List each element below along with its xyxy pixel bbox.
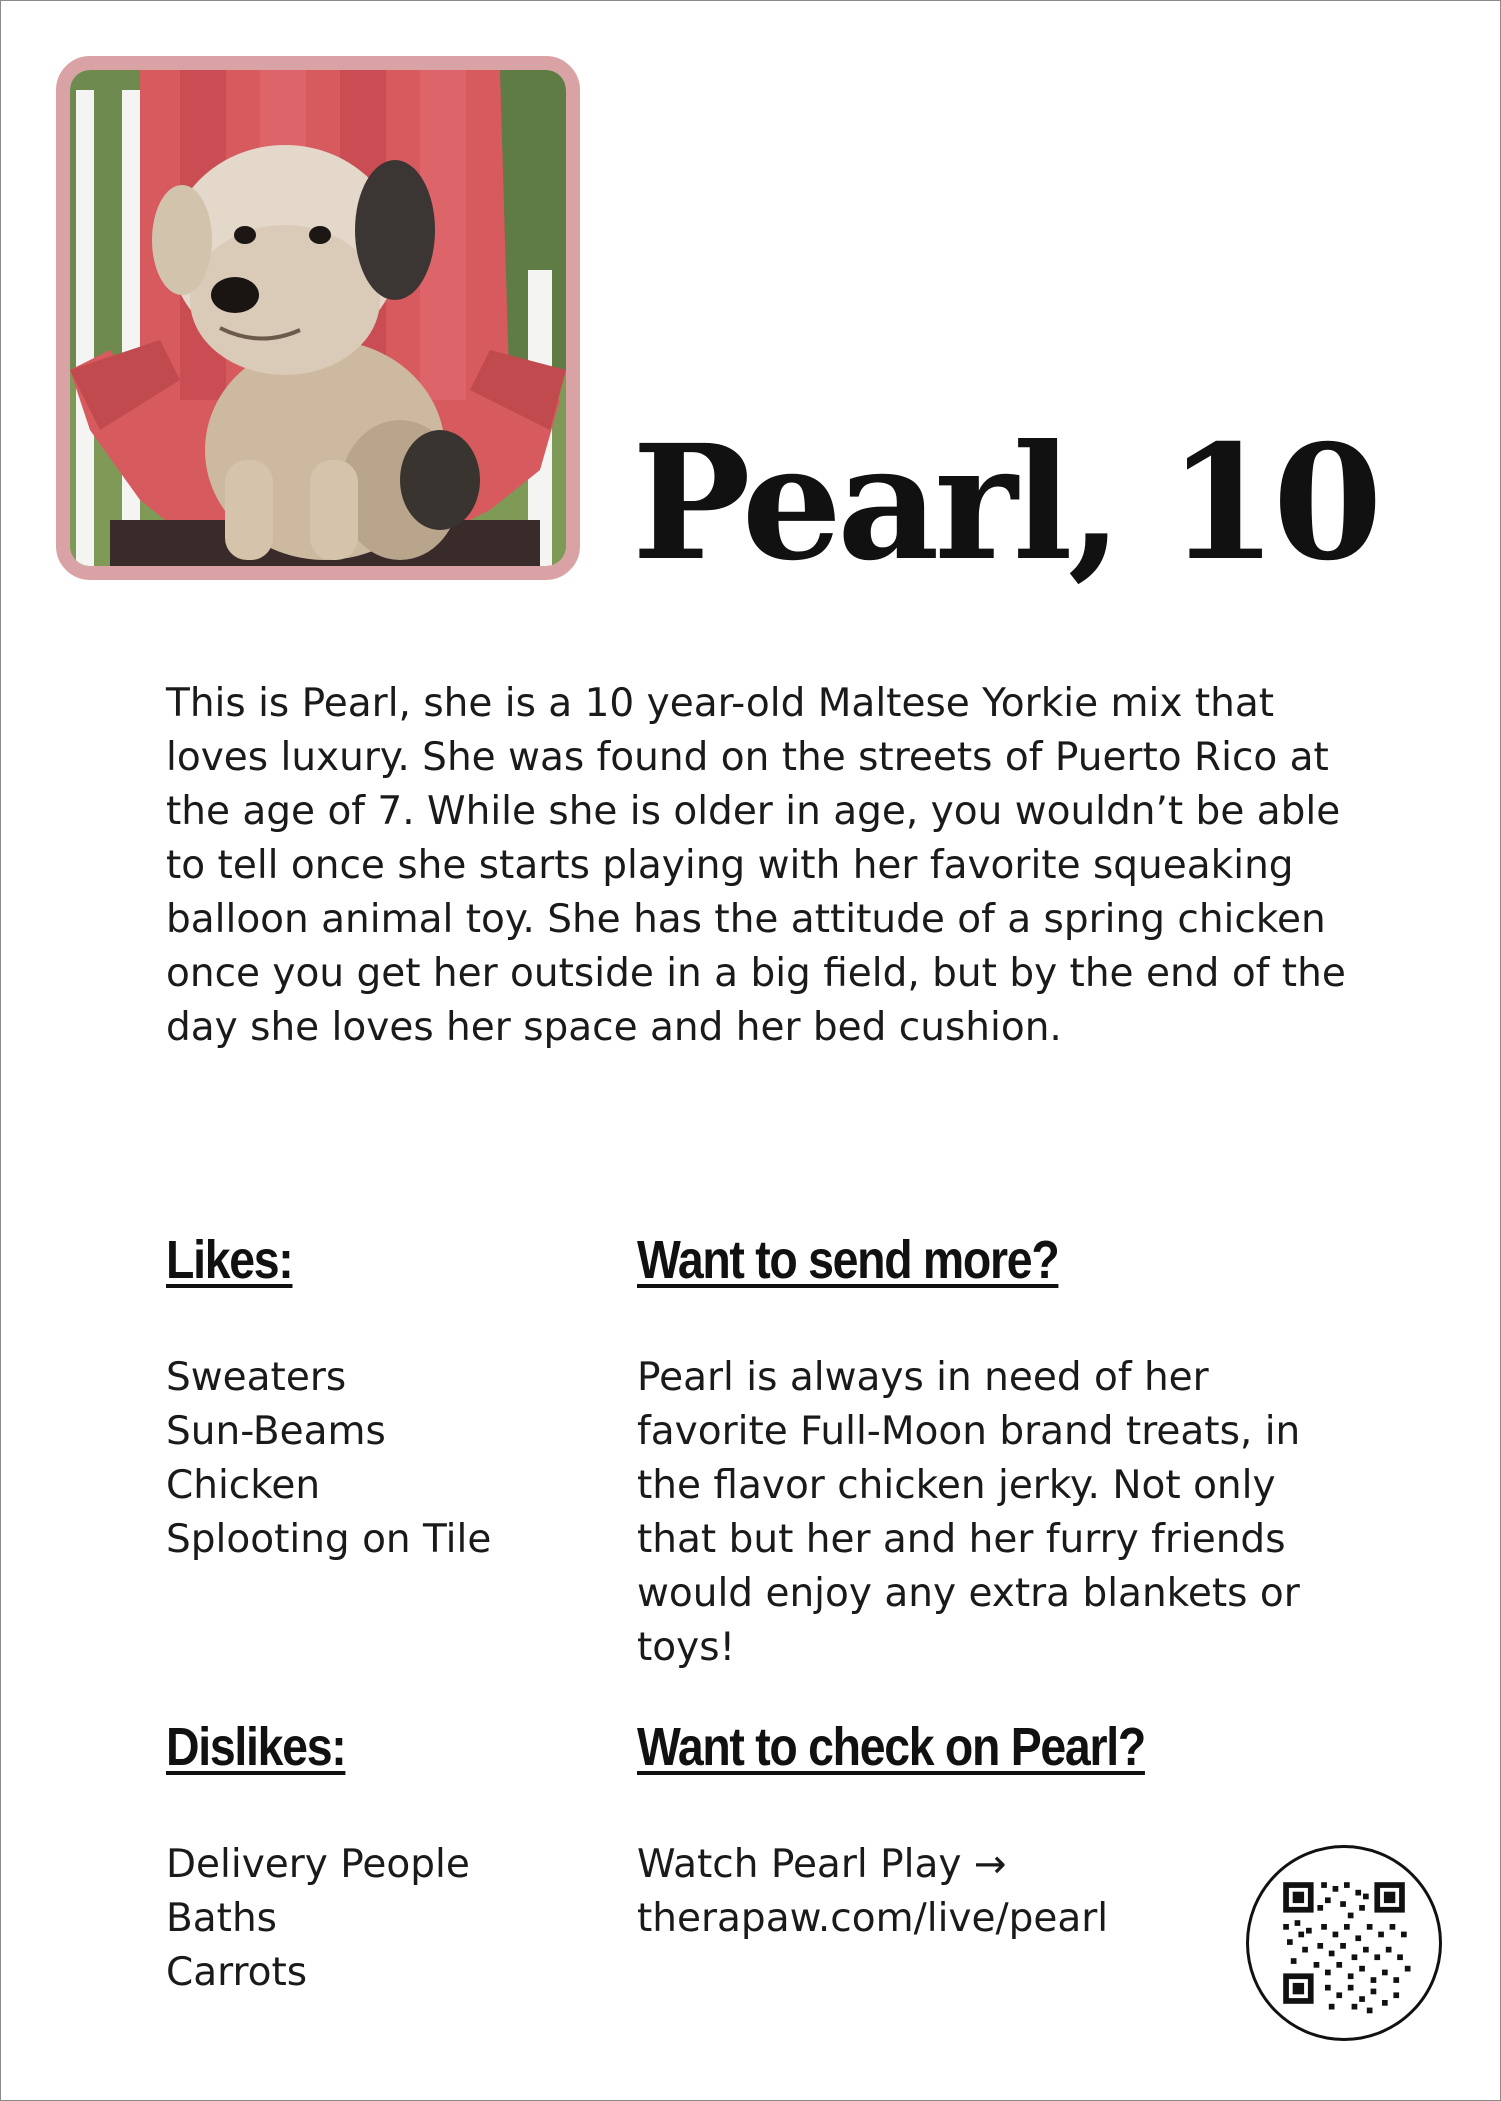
dislikes-heading: Dislikes: (166, 1717, 346, 1777)
list-item: Sun-Beams (166, 1409, 386, 1454)
dog-illustration (70, 70, 566, 566)
check-on-heading: Want to check on Pearl? (637, 1717, 1145, 1777)
list-item: Delivery People (166, 1842, 470, 1887)
list-item: Sweaters (166, 1355, 347, 1400)
qr-code-icon (1249, 1848, 1439, 2038)
list-item: Baths (166, 1896, 277, 1941)
pet-photo (56, 56, 580, 580)
watch-link[interactable] (637, 1838, 1197, 1946)
list-item: Carrots (166, 1950, 308, 1995)
dislikes-list (166, 1838, 470, 2000)
watch-link-url[interactable]: therapaw.com/live/pearl (637, 1896, 1109, 1941)
send-more-text: Pearl is always in need of her favorite Full-Moon brand treats, in the flavor chicken jerky. Not only that but her and her furry friends would enjoy any extra blankets or toys! (637, 1355, 1301, 1670)
bio-paragraph: This is Pearl, she is a 10 year-old Maltese Yorkie mix that loves luxury. She was found on the streets of Puerto Rico at the age of 7. While she is older in age, you wouldn’t be able to tell once she starts playing with her favorite squeaking balloon animal toy. She has the attitude of a spring chicken once you get her outside in a big field, but by the end of the day she loves her space and her bed cushion. (166, 681, 1346, 1050)
watch-link-label[interactable]: Watch Pearl Play → (637, 1842, 1007, 1887)
send-more-heading: Want to send more? (637, 1230, 1059, 1290)
qr-code[interactable] (1246, 1845, 1442, 2041)
list-item: Splooting on Tile (166, 1517, 492, 1562)
likes-heading: Likes: (166, 1230, 293, 1290)
list-item: Chicken (166, 1463, 321, 1508)
likes-list (166, 1351, 491, 1567)
page-title: Pearl, 10 (632, 411, 1378, 596)
